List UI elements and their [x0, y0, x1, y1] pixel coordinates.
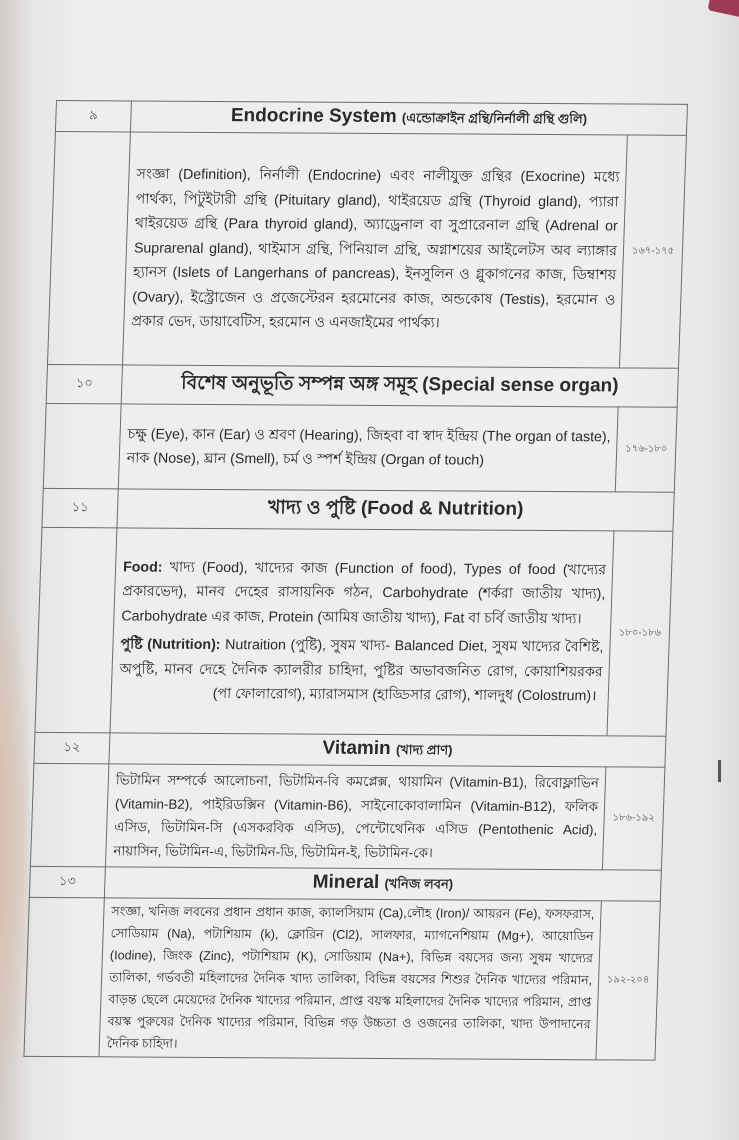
section-body-row	[30, 763, 664, 870]
section-header-row	[29, 866, 661, 901]
section-body-row	[43, 403, 677, 492]
section-title-text: Endocrine System	[230, 105, 398, 128]
section-header-row	[42, 488, 674, 531]
section-number: ৯	[55, 101, 131, 132]
empty-number-cell	[30, 763, 109, 866]
nutrition-paragraph	[118, 632, 603, 708]
empty-number-cell	[43, 403, 121, 488]
section-header-row	[46, 364, 678, 407]
page-range: ১৯২-২০৪	[596, 901, 660, 1060]
empty-number-cell	[24, 897, 104, 1056]
section-number: ১২	[34, 732, 110, 763]
section-body: সংজ্ঞা, খনিজ লবনের প্রধান প্রধান কাজ, ক্যালসিয়াম (Ca),লৌহ (Iron)/ আয়রন (Fe), ফসফরাস, সোডিয়াম (Na), পটাশিয়াম (k), ক্লোরিন (Cl2), সালফার, ম্যাগনেশিয়াম (Mg+), আয়োডিন (Iodine), জিংক (Zinc), পটাশিয়াম (K), সোডিয়াম (Na+), বিভিন্ন বয়সের জন্য সুষম খাদ্যের তালিকা, গর্ভবতী মহিলাদের দৈনিক খাদ্য তালিকা, বিভিন্ন বয়সের শিশুর দৈনিক খাদ্যের পরিমান, বাড়ন্ত ছেলে মেয়েদের দৈনিক খাদ্যের পরিমান, প্রাপ্ত বয়স্ক মহিলাদের দৈনিক খাদ্যের পরিমান, প্রাপ্ত বয়স্ক পুরুষের দৈনিক খাদ্যের পরিমান, বিভিন্ন গড় উচ্চতা ও ওজনের তালিকা, খাদ্য উপাদানের দৈনিক চাহিদা।	[99, 898, 601, 1060]
food-label: Food:	[122, 558, 163, 576]
page-range: ১৮০-১৮৬	[607, 531, 673, 736]
empty-number-cell	[47, 131, 130, 364]
section-title	[104, 867, 661, 901]
section-subtitle: (এন্ডোক্রাইন গ্রন্থি/নির্নালী গ্রন্থি গুলি)	[401, 110, 588, 127]
section-title-text: Vitamin	[322, 737, 392, 760]
margin-mark	[718, 760, 721, 782]
syllabus-table	[23, 100, 688, 1061]
section-title: বিশেষ অনুভূতি সম্পন্ন অঙ্গ সমূহ (Special sense organ)	[121, 365, 678, 407]
section-body	[110, 528, 614, 736]
section-title	[109, 733, 666, 767]
section-title	[130, 101, 687, 135]
page-range: ১৬৭-১৭৫	[619, 135, 686, 368]
nutrition-text-2: (পা ফোলারোগ), ম্যারাসমাস (হাড্ডিসার রোগ), শালদুধ (Colostrum)।	[212, 685, 597, 705]
section-subtitle: (খনিজ লবন)	[384, 876, 454, 892]
nutrition-label: পুষ্টি (Nutrition):	[120, 636, 221, 654]
section-body: ভিটামিন সম্পর্কে আলোচনা, ভিটামিন-বি কমপ্লেক্স, থায়ামিন (Vitamin-B1), রিবোফ্লাভিন (Vitamin-B2), পাইরিডক্সিন (Vitamin-B6), সাইনোকোবালামিন (Vitamin-B12), ফলিক এসিড, ভিটামিন-সি (এসকরবিক এসিড), পেন্টোথেনিক এসিড (Pentothenic Acid), নায়াসিন, ভিটামিন-এ, ভিটামিন-ডি, ভিটামিন-ই, ভিটামিন-কে।	[105, 764, 605, 870]
section-body: সংজ্ঞা (Definition), নির্নালী (Endocrine) এবং নালীযুক্ত গ্রন্থির (Exocrine) মধ্যে পার্থক্য, পিটুইটারী গ্রন্থি (Pituitary gland), থাইরয়েড গ্রন্থি (Thyroid gland), প্যারা থাইরয়েড গ্রন্থি (Para thyroid gland), অ্যাড্রেনাল বা সুপ্রারেনাল গ্রন্থি (Adrenal or Suprarenal gland), থাইমাস গ্রন্থি, পিনিয়াল গ্রন্থি, অগ্নাশয়ের আইলেটস অব ল্যাঙ্গার হ্যানস (Islets of Langerhans of pancreas), ইনসুলিন ও গ্লুকাগনের কাজ, ডিম্বাশয় (Ovary), ইস্ট্রোজেন ও প্রজেস্টেরন হরমোনের কাজ, অন্ডকোষ (Testis), হরমোন ও প্রকার ভেদ, ডায়াবেটিস, হরমোন ও এনজাইমের পার্থক্য।	[122, 132, 627, 368]
section-body-row	[35, 527, 673, 736]
page-corner-ribbon	[708, 0, 739, 18]
food-paragraph	[121, 555, 606, 631]
page-range: ১৭৬-১৮০	[615, 407, 677, 492]
section-number: ১০	[46, 364, 122, 403]
page-range: ১৮৬-১৯২	[602, 767, 665, 870]
section-number: ১১	[42, 488, 118, 527]
section-title: খাদ্য ও পুষ্টি (Food & Nutrition)	[117, 489, 674, 531]
nutrition-text-1: Nutraition (পুষ্টি), সুষম খাদ্য- Balanced Diet, সুষম খাদ্যের বৈশিষ্ট, অপুষ্টি, মানব দেহে দৈনিক ক্যালরীর চাহিদা, পুষ্টির অভাবজনিত রোগ, কোয়াশিয়রকর	[119, 637, 604, 680]
section-header-row	[34, 732, 666, 767]
section-title-text: Mineral	[312, 871, 380, 893]
empty-number-cell	[35, 527, 117, 732]
food-text: খাদ্য (Food), খাদ্যের কাজ (Function of food), Types of food (খাদ্যের প্রকারভেদ), মানব দেহের রাসায়নিক গঠন, Carbohydrate (শর্করা জাতীয় খাদ্য), Carbohydrate এর কাজ, Protein (আমিষ জাতীয় খাদ্য), Fat বা চর্বি জাতীয় খাদ্য।	[121, 559, 607, 627]
section-body: চক্ষু (Eye), কান (Ear) ও শ্রবণ (Hearing), জিহবা বা স্বাদ ইন্দ্রিয় (The organ of taste), নাক (Nose), ঘ্রান (Smell), চর্ম ও স্পর্শ ইন্দ্রিয় (Organ of touch)	[118, 404, 618, 492]
section-body-row	[47, 131, 686, 368]
section-number: ১৩	[29, 866, 105, 897]
section-header-row	[55, 101, 687, 136]
section-subtitle: (খাদ্য প্রাণ)	[395, 742, 453, 758]
section-body-row	[24, 897, 660, 1060]
